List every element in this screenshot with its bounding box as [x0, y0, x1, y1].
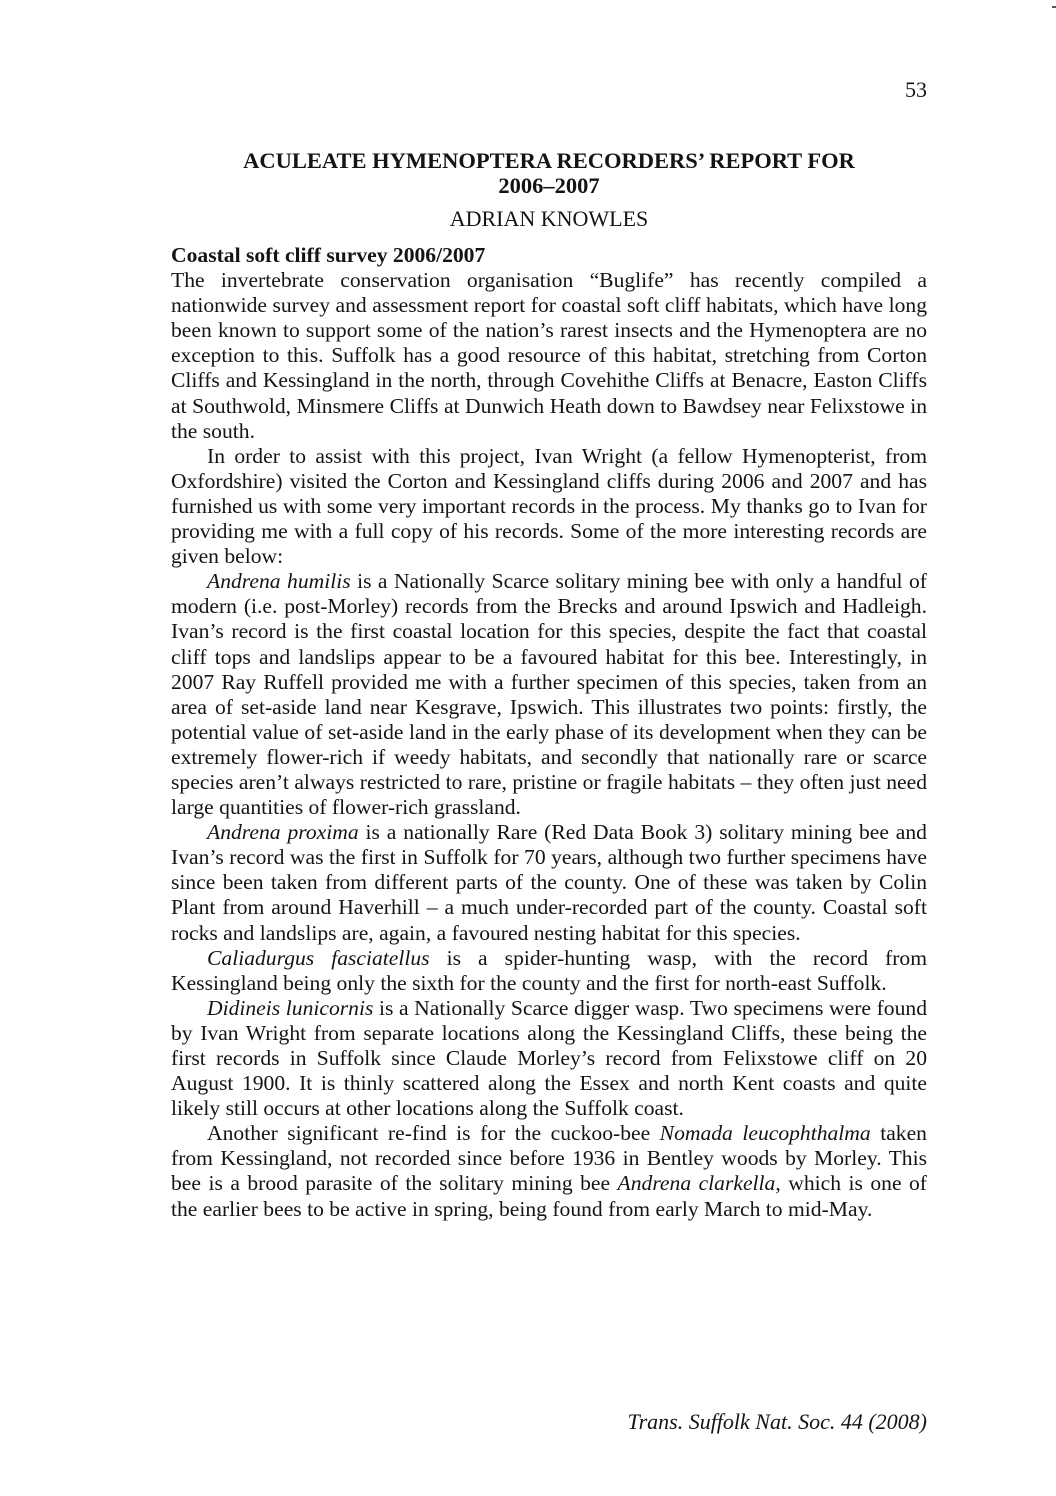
- paragraph-project: In order to assist with this project, Ivan Wright (a fellow Hymenopterist, from Oxfordshire) visited the Corton and Kessingland cliffs during 2006 and 2007 and has furnished us with some very important records in the process. My thanks go to Ivan for providing me with a full copy of his records. Some of the more interesting records are given below:: [171, 443, 927, 569]
- paragraph-text: is a nationally Rare (Red Data Book 3) solitary mining bee and Ivan’s record was the first in Suffolk for 70 years, although two further specimens have since been taken from different parts of the county. One of these was taken by Colin Plant from around Haverhill – a much under-recorded part of the county. Coastal soft rocks and landslips are, again, a favoured nesting habitat for this species.: [171, 820, 927, 945]
- paragraph-text: , which is one of the earlier bees to be active in spring, being found from early March to mid-May.: [171, 1171, 927, 1221]
- species-name: Caliadurgus fasciatellus: [207, 945, 430, 970]
- paragraph-didineis: [171, 996, 927, 1121]
- journal-page: [171, 0, 927, 1496]
- paragraph-caliadurgus: [171, 946, 927, 996]
- species-name: Andrena humilis: [207, 569, 351, 594]
- article-body: [171, 243, 927, 1222]
- species-name: Andrena proxima: [207, 820, 359, 845]
- paragraph-andrena-humilis: [171, 569, 927, 820]
- paragraph-intro: The invertebrate conservation organisation “Buglife” has recently compiled a nationwide survey and assessment report for coastal soft cliff habitats, which have long been known to support some of the nation’s rarest insects and the Hymenoptera are no exception to this. Suffolk has a good resource of this habitat, stretching from Corton Cliffs and Kessingland in the north, through Covehithe Cliffs at Benacre, Easton Cliffs at Southwold, Minsmere Cliffs at Dunwich Heath down to Bawdsey near Felixstowe in the south.: [171, 268, 927, 443]
- species-name: Didineis lunicornis: [207, 995, 374, 1020]
- species-name: Nomada leucophthalma: [659, 1121, 871, 1146]
- scan-edge-mark: [1052, 6, 1056, 8]
- paragraph-text: is a spider-hunting wasp, with the record from Kessingland being only the sixth for the county and the first for north-east Suffolk.: [171, 945, 928, 995]
- paragraph-nomada: [171, 1121, 927, 1221]
- paragraph-text: Another significant re-find is for the cuckoo-bee: [207, 1121, 660, 1146]
- species-name: Andrena clarkella: [617, 1171, 776, 1196]
- article-header: [171, 148, 927, 232]
- paragraph-andrena-proxima: [171, 820, 927, 945]
- paragraph-text: is a Nationally Scarce digger wasp. Two specimens were found by Ivan Wright from separate locations along the Kessingland Cliffs, these being the first records in Suffolk since Claude Morley’s record from Felixstowe cliff on 20 August 1900. It is thinly scattered along the Essex and north Kent coasts and quite likely still occurs at other locations along the Suffolk coast.: [171, 995, 927, 1121]
- paragraph-text: taken from Kessingland, not recorded since before 1936 in Bentley woods by Morley. This bee is a brood parasite of the solitary mining bee: [171, 1121, 927, 1196]
- article-author: ADRIAN KNOWLES: [449, 206, 649, 231]
- article-title-line-1: ACULEATE HYMENOPTERA RECORDERS’ REPORT FOR: [243, 148, 855, 173]
- journal-citation-footer: Trans. Suffolk Nat. Soc. 44 (2008): [627, 1409, 927, 1434]
- article-title: [171, 148, 927, 198]
- paragraph-text: is a Nationally Scarce solitary mining bee with only a handful of modern (i.e. post-Morley) records from the Brecks and around Ipswich and Hadleigh. Ivan’s record is the first coastal location for this species, despite the fact that coastal cliff tops and landslips appear to be a favoured habitat for this bee. Interestingly, in 2007 Ray Ruffell provided me with a further specimen of this species, taken from an area of set-aside land near Kesgrave, Ipswich. This illustrates two points: firstly, the potential value of set-aside land in the early phase of its development when they can be extremely flower-rich if weedy habitats, and secondly that nationally rare or scarce species aren’t always restricted to rare, pristine or fragile habitats – they often just need large quantities of flower-rich grassland.: [171, 569, 927, 820]
- section-heading: Coastal soft cliff survey 2006/2007: [171, 243, 486, 267]
- page-number: 53: [905, 77, 927, 102]
- article-title-line-2: 2006–2007: [498, 173, 600, 198]
